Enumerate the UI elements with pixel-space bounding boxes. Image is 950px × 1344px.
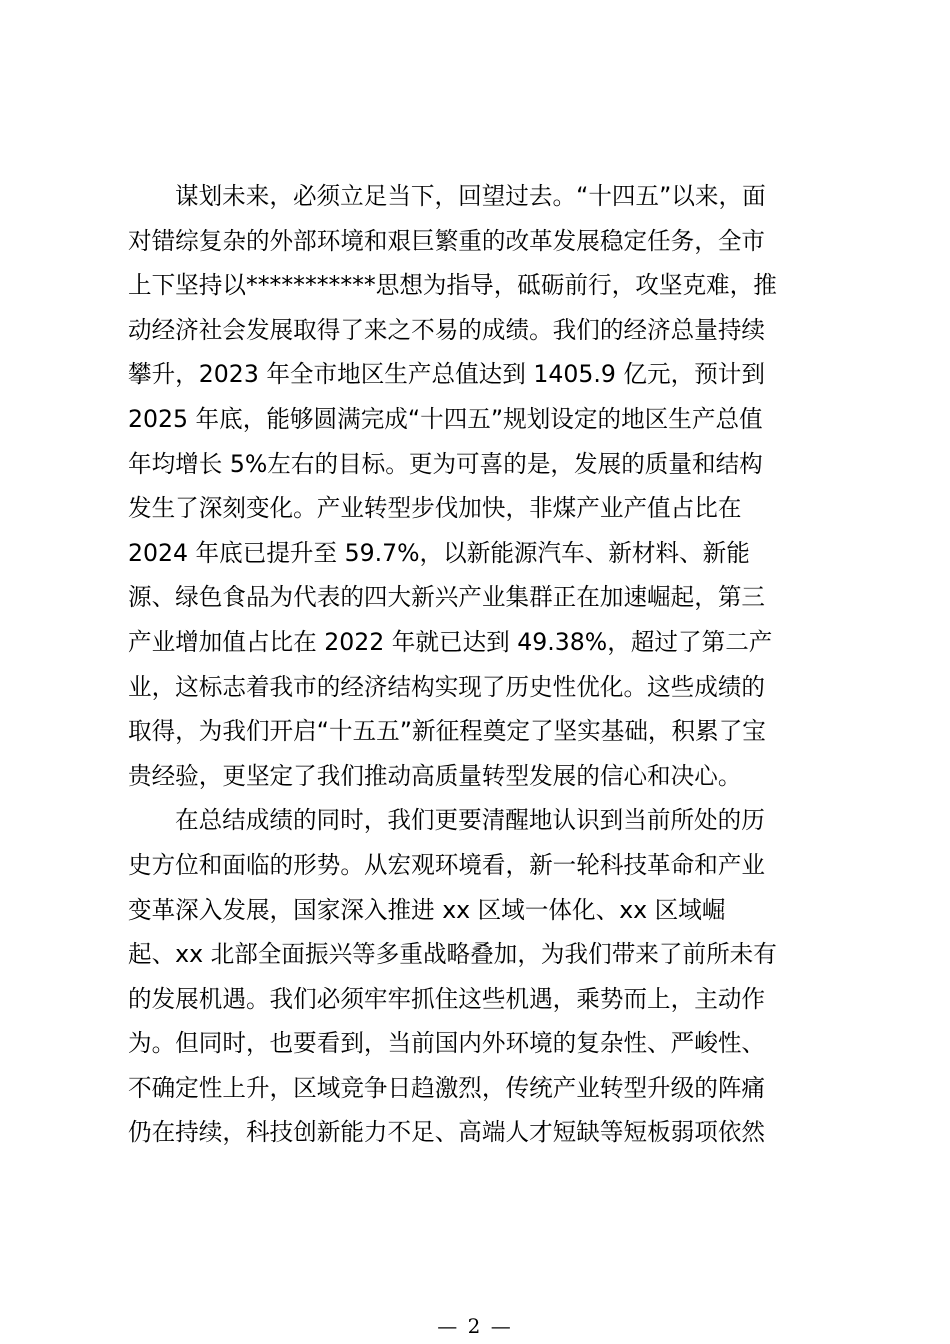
paragraph-situation — [128, 798, 828, 1155]
text-line: 为。但同时，也要看到，当前国内外环境的复杂性、严峻性、 — [128, 1029, 766, 1058]
text-line: 起、xx 北部全面振兴等多重战略叠加，为我们带来了前所未有 — [128, 940, 777, 969]
text-line: 史方位和面临的形势。从宏观环境看，新一轮科技革命和产业 — [128, 850, 766, 879]
text-line: 年均增长 5%左右的目标。更为可喜的是，发展的质量和结构 — [128, 449, 763, 478]
text-line: 业，这标志着我市的经济结构实现了历史性优化。这些成绩的 — [128, 672, 766, 701]
text-line: 贵经验，更坚定了我们推动高质量转型发展的信心和决心。 — [128, 761, 742, 790]
text-line: 取得，为我们开启“十五五”新征程奠定了坚实基础，积累了宝 — [128, 717, 766, 746]
text-line: 动经济社会发展取得了来之不易的成绩。我们的经济总量持续 — [128, 315, 766, 344]
text-line: 在总结成绩的同时，我们更要清醒地认识到当前所处的历 — [175, 806, 765, 835]
text-line: 产业增加值占比在 2022 年就已达到 49.38%，超过了第二产 — [128, 627, 773, 656]
text-line: 源、绿色食品为代表的四大新兴产业集群正在加速崛起，第三 — [128, 583, 766, 612]
text-line: 攀升，2023 年全市地区生产总值达到 1405.9 亿元，预计到 — [128, 360, 765, 389]
text-line: 2025 年底，能够圆满完成“十四五”规划设定的地区生产总值 — [128, 404, 763, 433]
text-line: 上下坚持以***********思想为指导，砥砺前行，攻坚克难，推 — [128, 271, 777, 300]
text-line: 仍在持续，科技创新能力不足、高端人才短缺等短板弱项依然 — [128, 1118, 766, 1147]
text-line: 变革深入发展，国家深入推进 xx 区域一体化、xx 区域崛 — [128, 895, 726, 924]
text-line: 不确定性上升，区域竞争日趋激烈，传统产业转型升级的阵痛 — [128, 1073, 766, 1102]
text-line: 2024 年底已提升至 59.7%，以新能源汽车、新材料、新能 — [128, 538, 750, 567]
text-line: 对错综复杂的外部环境和艰巨繁重的改革发展稳定任务，全市 — [128, 226, 766, 255]
page-number: — 2 — — [437, 1314, 513, 1338]
paragraph-achievements — [128, 174, 828, 798]
text-line: 的发展机遇。我们必须牢牢抓住这些机遇，乘势而上，主动作 — [128, 984, 766, 1013]
text-line: 发生了深刻变化。产业转型步伐加快，非煤产业产值占比在 — [128, 494, 742, 523]
text-line: 谋划未来，必须立足当下，回望过去。“十四五”以来，面 — [175, 182, 766, 210]
body-text — [128, 174, 828, 1155]
